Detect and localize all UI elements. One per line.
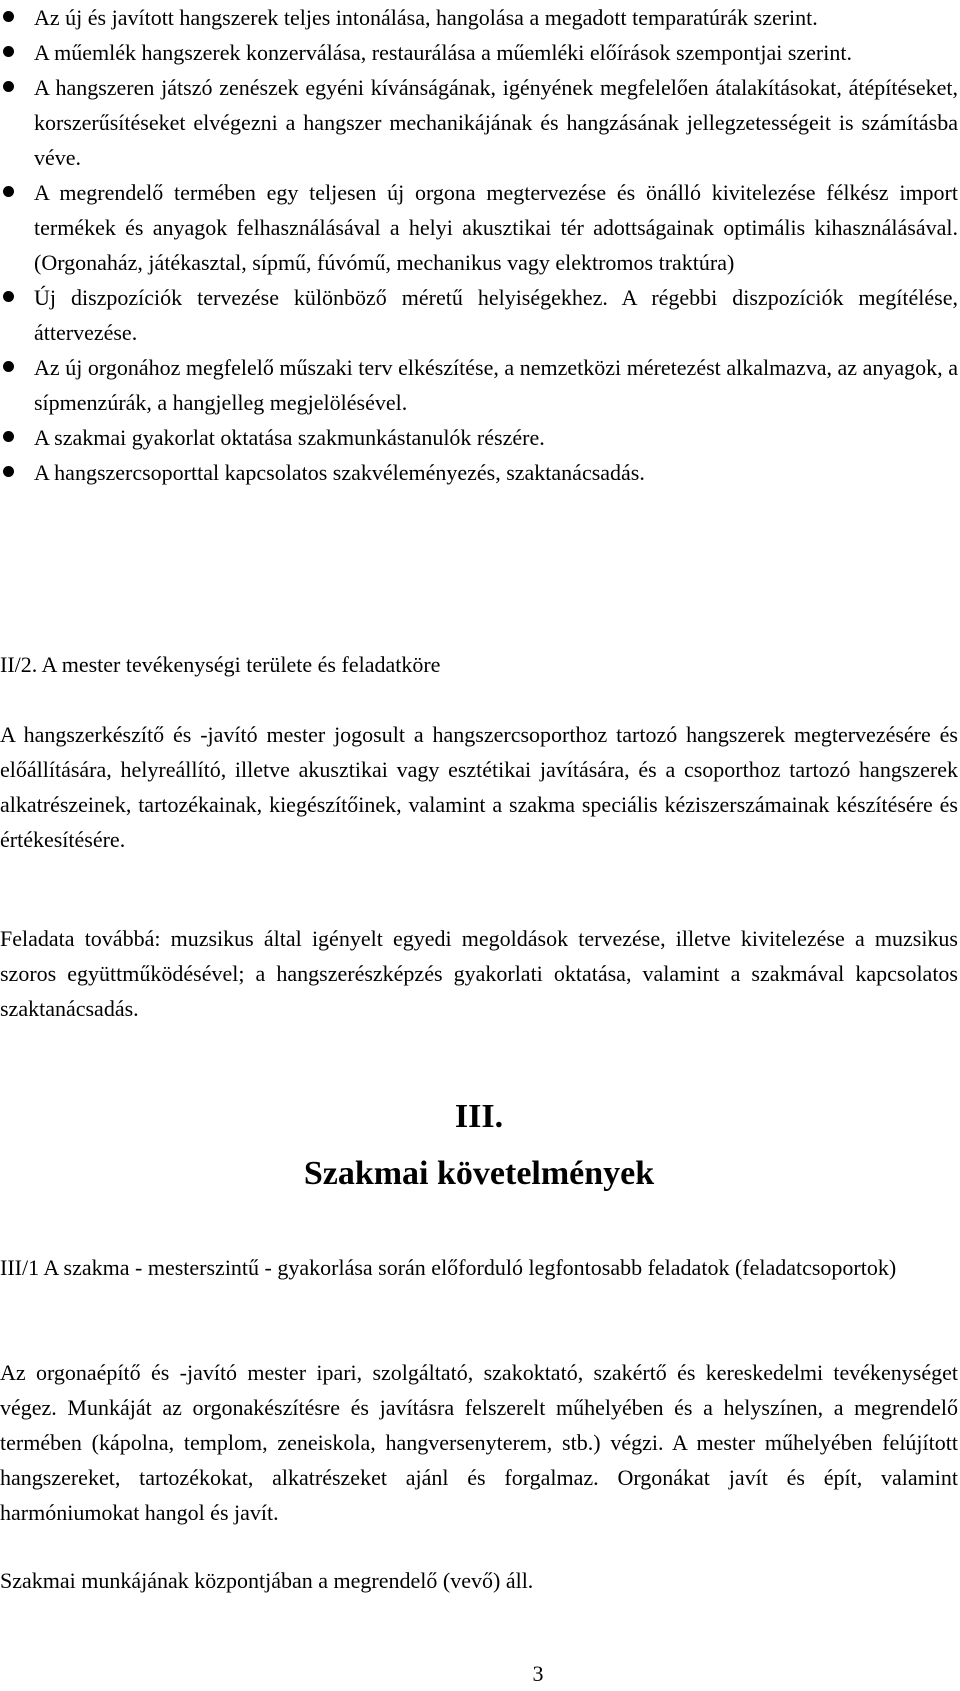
bullet-item: [0, 0, 958, 35]
bullet-item: [0, 420, 958, 455]
section-heading-iii-1: III/1 A szakma - mesterszintű - gyakorlása során előforduló legfontosabb feladatok (feladatcsoportok): [0, 1255, 897, 1280]
bullet-text: A szakmai gyakorlat oktatása szakmunkástanulók részére.: [34, 425, 545, 450]
bullet-text: A műemlék hangszerek konzerválása, restaurálása a műemléki előírások szempontjai szerint.: [34, 40, 852, 65]
bullet-item: [0, 280, 958, 350]
bullet-icon: [3, 361, 14, 372]
bullet-text: A hangszeren játszó zenészek egyéni kívánságának, igényének megfelelően átalakításokat, átépítéseket, korszerűsítéseket elvégezni a hangszer mechanikájának és hangzásának jellegzetességeit is számításba véve.: [34, 75, 958, 170]
section-iii-1-paragraph-1: Az orgonaépítő és -javító mester ipari, szolgáltató, szakoktató, szakértő és kereskedelmi tevékenységet végez. Munkáját az orgonakészítésre és javításra felszerelt műhelyében és a helyszínen, a megrendelő termében (kápolna, templom, zeneiskola, hangversenyterem, stb.) végzi. A mester műhelyében felújított hangszereket, tartozékokat, alkatrészeket ajánl és forgalmaz. Orgonákat javít és épít, valamint harmóniumokat hangol és javít.: [0, 1360, 958, 1525]
bullet-icon: [3, 11, 14, 22]
bullet-text: Az új orgonához megfelelő műszaki terv elkészítése, a nemzetközi méretezést alkalmazva, az anyagok, a sípmenzúrák, a hangjelleg megjelölésével.: [34, 355, 958, 415]
page-number: 3: [532, 1661, 544, 1686]
bullet-item: [0, 35, 958, 70]
bullet-icon: [3, 46, 14, 57]
bullet-icon: [3, 291, 14, 302]
bullet-text: Az új és javított hangszerek teljes intonálása, hangolása a megadott temparatúrák szerint.: [34, 5, 818, 30]
bullet-icon: [3, 81, 14, 92]
section-iii-1-paragraph-2: Szakmai munkájának központjában a megrendelő (vevő) áll.: [0, 1568, 534, 1593]
chapter-title: Szakmai követelmények: [303, 1155, 655, 1192]
bullet-item: [0, 455, 958, 490]
bullet-icon: [3, 431, 14, 442]
bullet-item: [0, 70, 958, 175]
chapter-number: III.: [454, 1098, 504, 1135]
bullet-text: Új diszpozíciók tervezése különböző méretű helyiségekhez. A régebbi diszpozíciók megítélése, áttervezése.: [34, 285, 958, 345]
section-ii-2-paragraph-2: Feladata továbbá: muzsikus által igényelt egyedi megoldások tervezése, illetve kivitelezése a muzsikus szoros együttműködésével; a hangszerészképzés gyakorlati oktatása, valamint a szakmával kapcsolatos szaktanácsadás.: [0, 926, 958, 1021]
bullet-icon: [3, 466, 14, 477]
section-heading-ii-2: II/2. A mester tevékenységi területe és feladatköre: [0, 652, 441, 677]
bullet-text: A hangszercsoporttal kapcsolatos szakvéleményezés, szaktanácsadás.: [34, 460, 645, 485]
bullet-item: [0, 350, 958, 420]
section-ii-2-paragraph-1: A hangszerkészítő és -javító mester jogosult a hangszercsoporthoz tartozó hangszerek megtervezésére és előállítására, helyreállító, illetve akusztikai vagy esztétikai javítására, és a csoporthoz tartozó hangszerek alkatrészeinek, tartozékainak, kiegészítőinek, valamint a szakma speciális kéziszerszámainak készítésére és értékesítésére.: [0, 722, 958, 852]
task-bullet-list: [0, 0, 958, 490]
bullet-text: A megrendelő termében egy teljesen új orgona megtervezése és önálló kivitelezése félkész import termékek és anyagok felhasználásával a helyi akusztikai tér adottságainak optimális kihasználásával. (Orgonaház, játékasztal, sípmű, fúvómű, mechanikus vagy elektromos traktúra): [34, 180, 958, 275]
bullet-item: [0, 175, 958, 280]
bullet-icon: [3, 186, 14, 197]
